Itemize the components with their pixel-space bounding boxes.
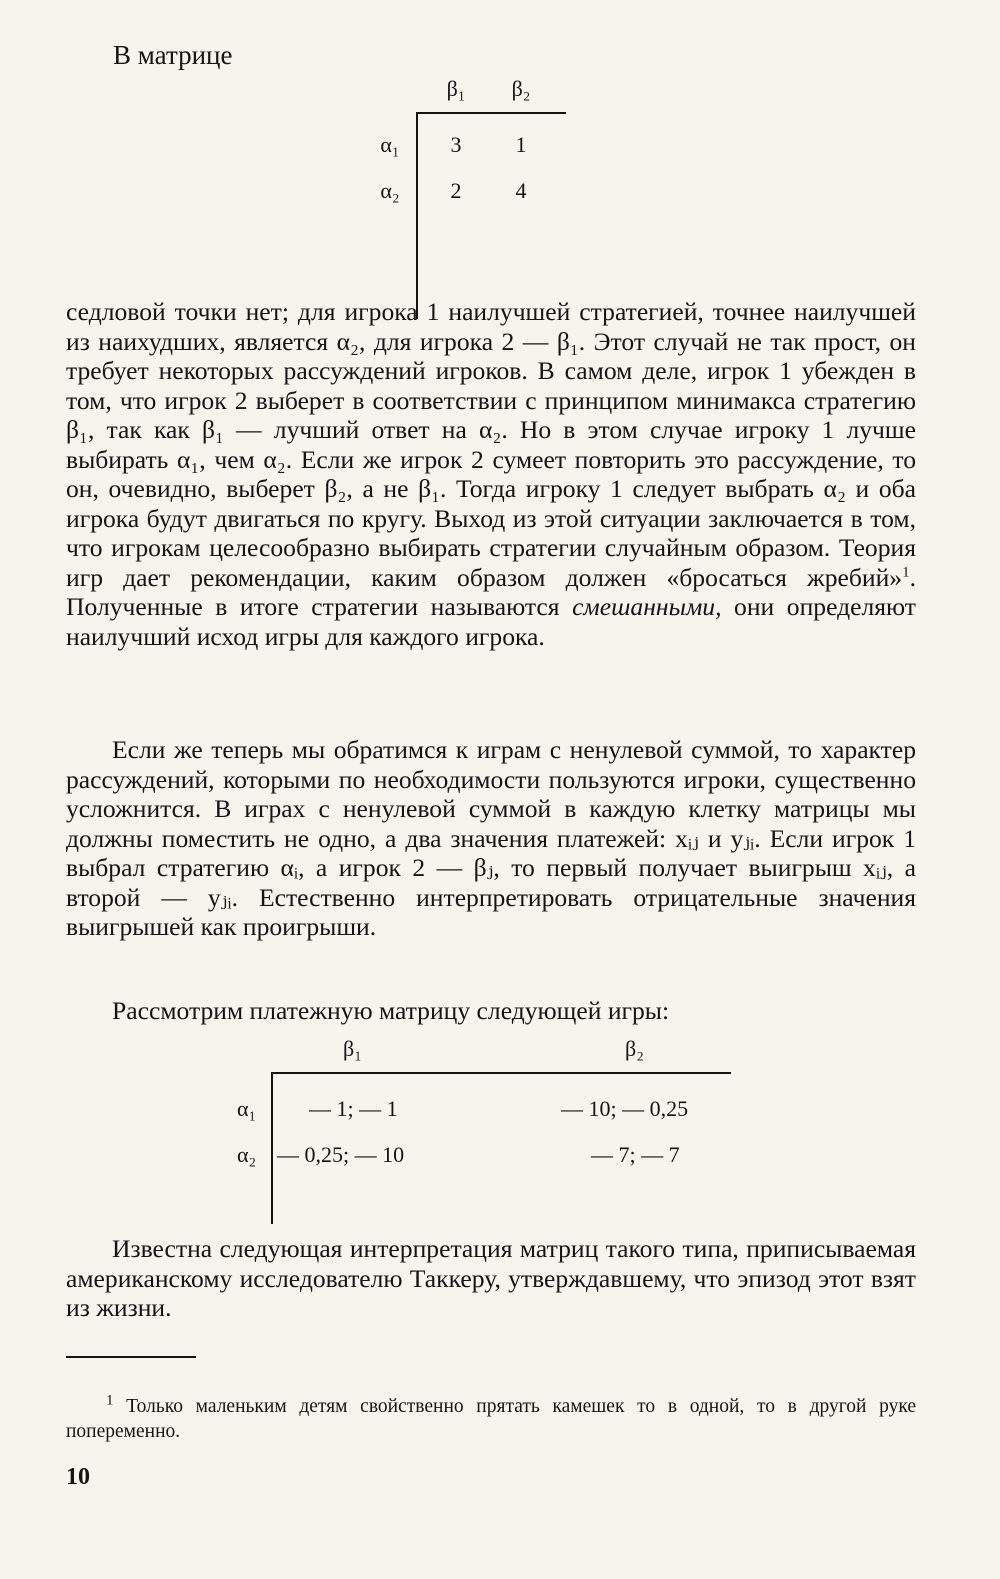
matrix-2-cell: — 7; — 7 — [591, 1142, 680, 1167]
intro-text: В матрице — [113, 40, 233, 70]
matrix-2-col-header: β₁ — [343, 1036, 362, 1061]
page-number: 10 — [66, 1464, 90, 1490]
matrix-1-col-header: β₂ — [511, 76, 531, 101]
paragraph-1-continuation: . Полученные в итоге стратегии называются — [66, 562, 916, 621]
matrix-1-row-header: α₂ — [380, 178, 400, 203]
matrix-2-cell: — 1; — 1 — [309, 1096, 398, 1121]
paragraph-1-text: седловой точки нет; для игрока 1 наилучшей стратегией, точнее наилучшей из наихудших, является α₂, для игрока 2 — β₁. Этот случай не так прост, он требует некоторых рассуждений игроков. В самом деле, игрок 1 убежден в том, что игрок 2 выберет в соответствии с принципом минимакса стратегию β₁, так как β₁ — лучший ответ на α₂. Но в этом случае игроку 1 лучше выбирать α₁, чем α₂. Если же игрок 2 сумеет повторить это рассуждение, то он, очевидно, выберет β₂, а не β₁. Тогда игроку 1 следует выбрать α₂ и оба игрока будут двигаться по кругу. Выход из этой ситуации заключается в том, что игрокам целесообразно выбирать стратегии случайным образом. Теория игр дает рекомендации, каким образом должен «бросаться жребий» — [66, 297, 916, 592]
matrix-1-cell: 2 — [450, 178, 462, 203]
matrix-2-cell: — 10; — 0,25 — [561, 1096, 689, 1121]
matrix-1-cell: 1 — [515, 132, 527, 157]
paragraph-3-text: Рассмотрим платежную матрицу следующей игры: — [112, 996, 670, 1025]
footnote-mark: 1 — [106, 1392, 114, 1409]
footnote-text: Только маленьким детям свойственно прятать камешек то в одной, то в другой руке попеременно. — [66, 1396, 916, 1442]
matrix-2-row-header: α₂ — [237, 1142, 257, 1167]
matrix-1-col-header: β₁ — [446, 76, 466, 101]
footnote-rule — [66, 1356, 196, 1358]
paragraph-1 — [66, 297, 916, 651]
matrix-1-header-rule — [416, 112, 566, 114]
paragraph-2-text: Если же теперь мы обратимся к играм с ненулевой суммой, то характер рассуждений, которыми по необходимости пользуются игроки, существенно усложнится. В играх с ненулевой суммой в каждую клетку матрицы мы должны поместить не одно, а два значения платежей: xᵢⱼ и yⱼᵢ. Если игрок 1 выбрал стратегию αᵢ, а игрок 2 — βⱼ, то первый получает выигрыш xᵢⱼ, а второй — yⱼᵢ. Естественно интерпретировать отрицательные значения выигрышей как проигрыши. — [66, 735, 916, 941]
matrix-2-row-header: α₁ — [237, 1096, 257, 1121]
payoff-matrix-2 — [225, 1030, 735, 1200]
matrix-2-cell: — 0,25; — 10 — [277, 1142, 405, 1167]
paragraph-4 — [66, 1234, 916, 1323]
paragraph-2 — [66, 735, 916, 942]
matrix-1-row-header: α₁ — [380, 132, 400, 157]
paragraph-3 — [66, 996, 916, 1026]
matrix-1-row-rule — [416, 114, 418, 319]
matrix-2-row-rule — [271, 1074, 273, 1224]
matrix-2-header-rule — [271, 1072, 731, 1074]
footnote — [66, 1394, 916, 1444]
paragraph-1-emphasis: смешанными, — [572, 592, 722, 621]
paragraph-1-ending: они определяют наилучший исход игры для каждого игрока. — [66, 592, 916, 651]
matrix-2-col-header: β₂ — [625, 1036, 644, 1061]
matrix-1-cell: 4 — [515, 178, 527, 203]
footnote-reference: 1 — [902, 563, 910, 580]
matrix-1-cell: 3 — [450, 132, 462, 157]
payoff-matrix-1 — [370, 70, 570, 255]
paragraph-4-text: Известна следующая интерпретация матриц такого типа, приписываемая американскому исследователю Таккеру, утверждавшему, что эпизод этот взят из жизни. — [66, 1234, 916, 1322]
